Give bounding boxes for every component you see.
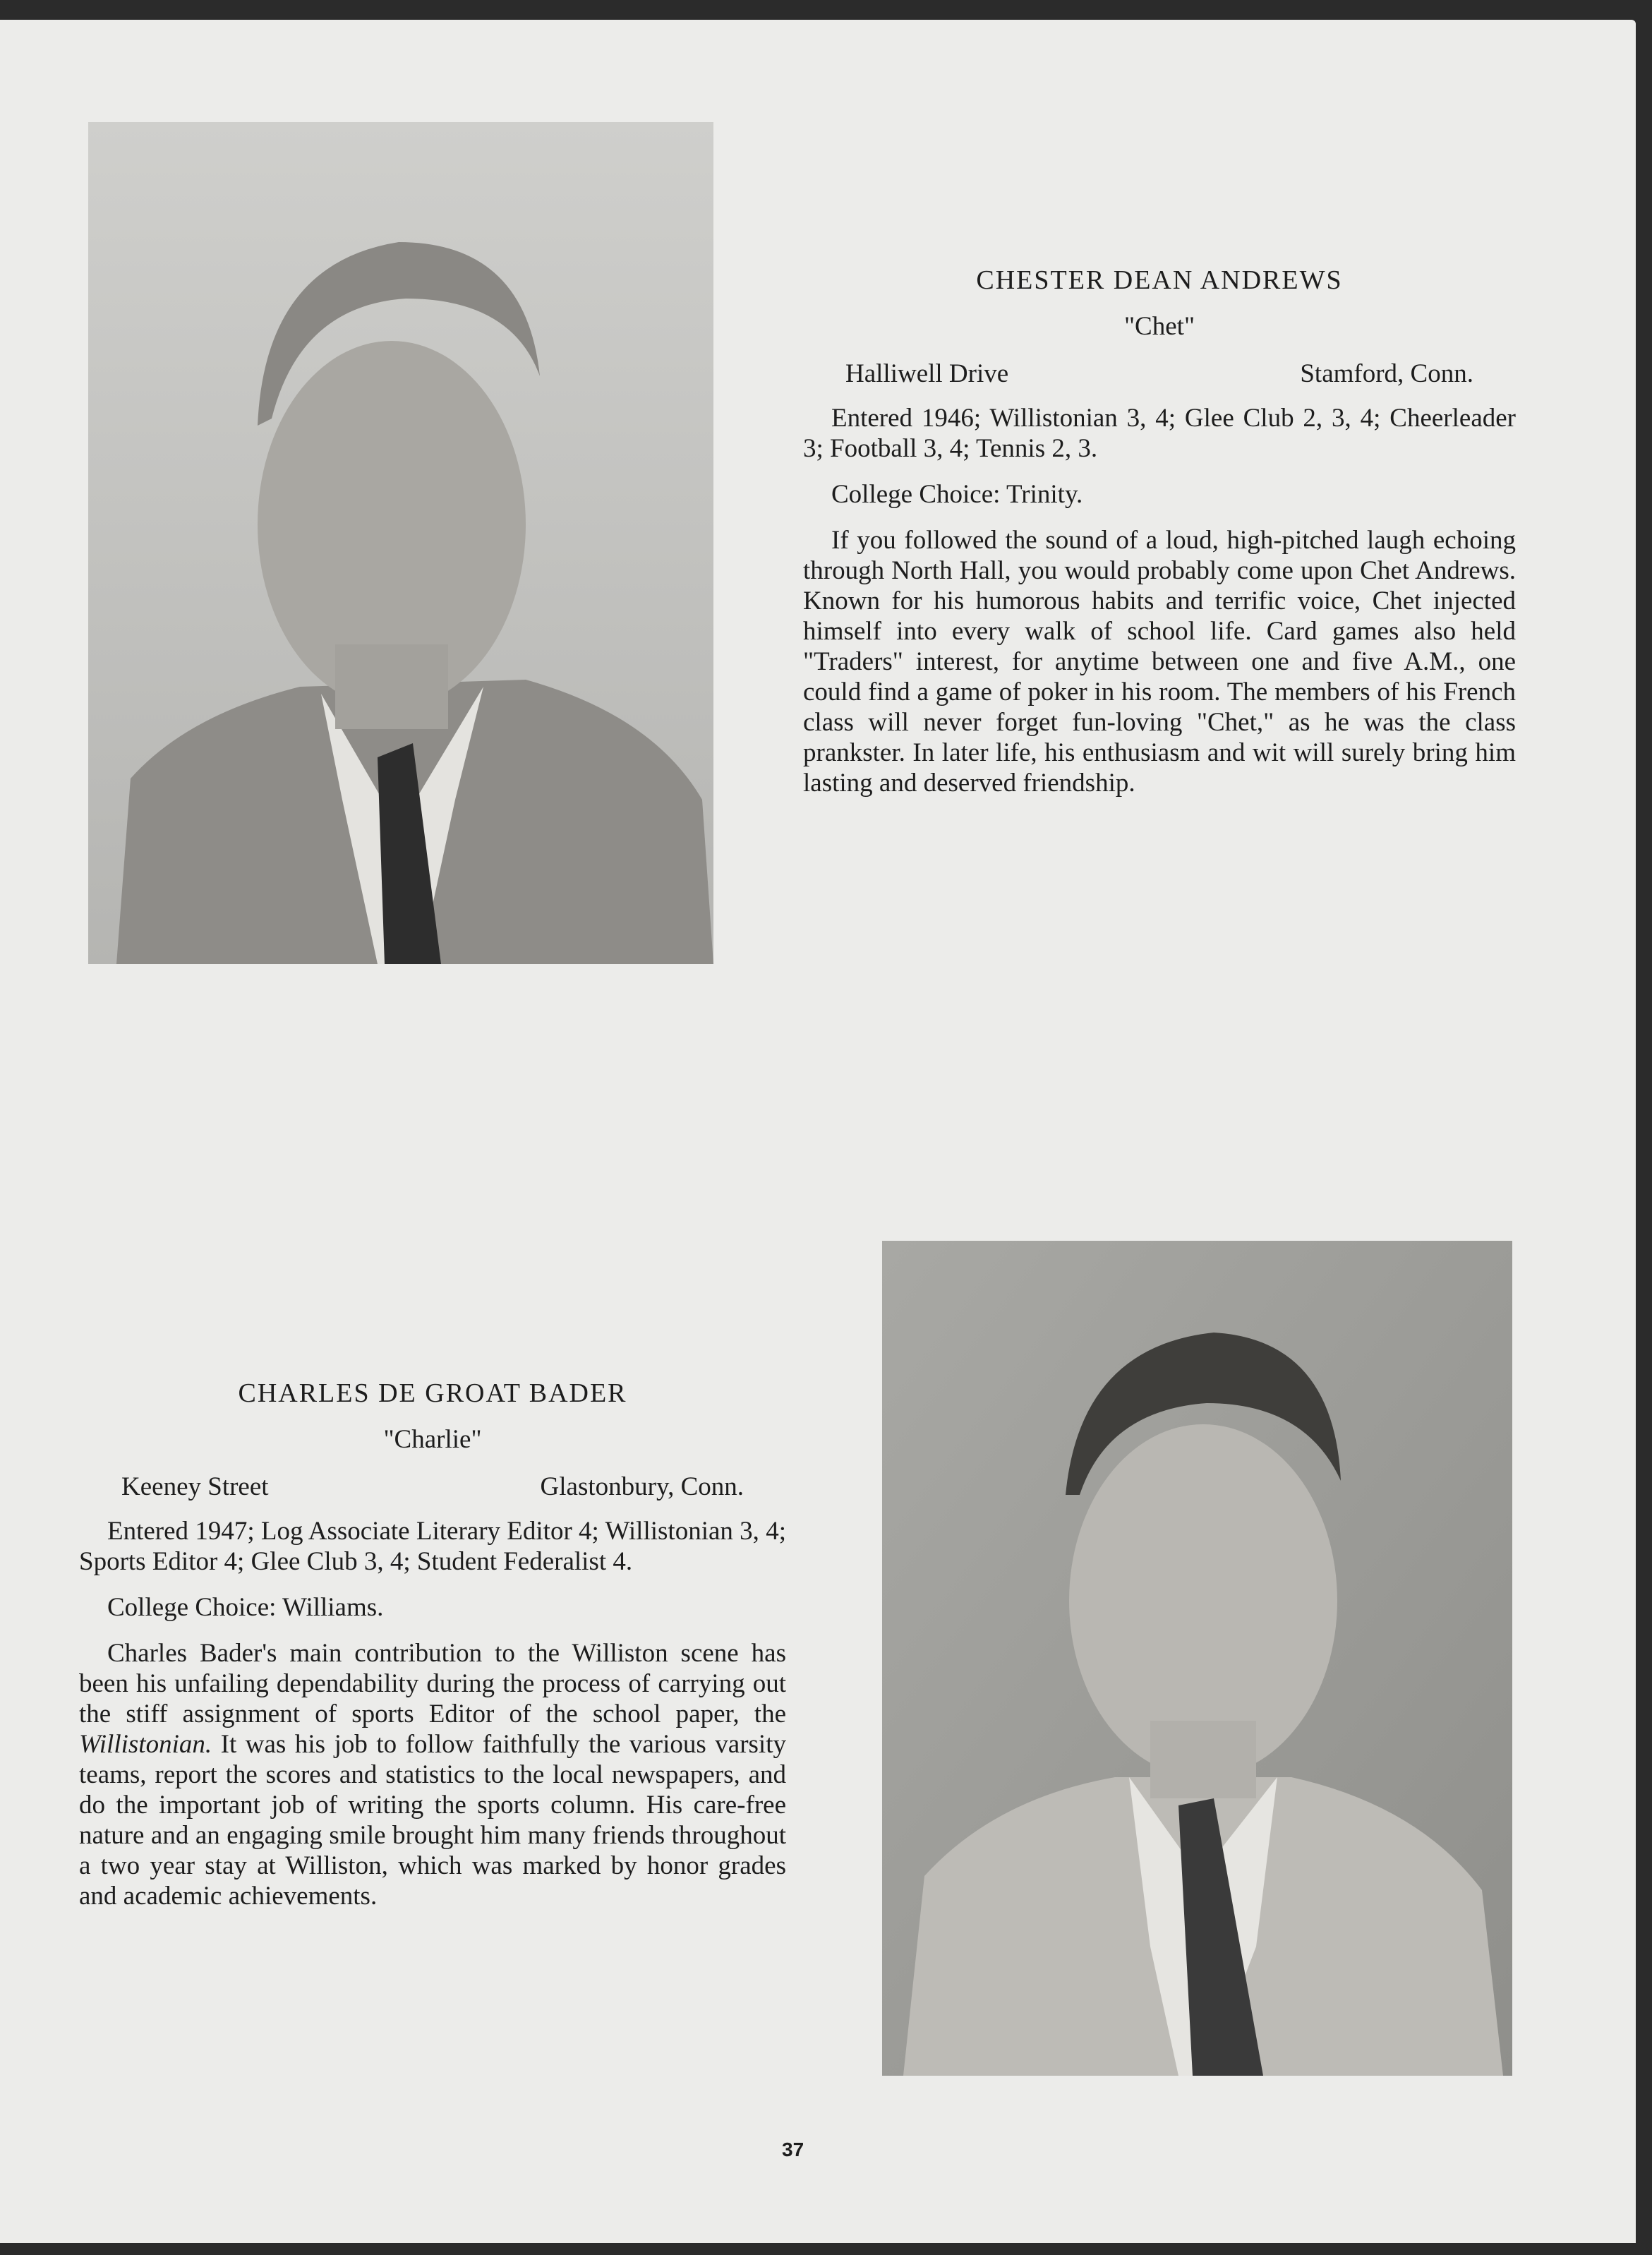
biography-text-start: Charles Bader's main contribution to the Williston scene has been his unfailing dependability during the process of carrying out the stiff assignment of sports Editor of the school paper, the [79, 1639, 786, 1728]
student-name: CHARLES DE GROAT BADER [238, 1378, 627, 1408]
page-number: 37 [782, 2139, 804, 2160]
student-address [803, 359, 1516, 389]
student-nickname: "Charlie" [383, 1425, 482, 1454]
address-city: Stamford, Conn. [1300, 359, 1473, 388]
newspaper-title: Willistonian. [79, 1730, 212, 1759]
address-city: Glastonbury, Conn. [540, 1472, 744, 1501]
student-biography: If you followed the sound of a loud, high-pitched laugh echoing through North Hall, you would probably come upon Chet Andrews. Known for his humorous habits and terrific voice, Chet injected himself into every walk of school life. Card games also held "Traders" interest, for anytime between one and five A.M., one could find a game of poker in his room. The members of his French class will never forget fun-loving "Chet," as he was the class prankster. In later life, his enthusiasm and wit will surely bring him lasting and deserved friendship. [803, 526, 1516, 798]
portrait-figure [88, 122, 713, 964]
portrait-figure [882, 1241, 1512, 2076]
college-choice: College Choice: Trinity. [831, 480, 1083, 509]
portrait-photo-andrews [88, 122, 713, 964]
portrait-photo-bader [882, 1241, 1512, 2076]
address-street: Halliwell Drive [845, 359, 1009, 388]
student-activities: Entered 1946; Willistonian 3, 4; Glee Club 2, 3, 4; Cheerleader 3; Football 3, 4; Tennis 2, 3. [803, 404, 1516, 463]
student-address [79, 1472, 786, 1502]
biography-text-end: It was his job to follow faithfully the various varsity teams, report the scores and statistics to the local newspapers, and do the important job of writing the sports column. His care-free nature and an engaging smile brought him many friends throughout a two year stay at Williston, which was marked by honor grades and academic achievements. [79, 1730, 786, 1911]
student-nickname: "Chet" [1123, 312, 1195, 341]
student-activities: Entered 1947; Log Associate Literary Editor 4; Willistonian 3, 4; Sports Editor 4; Glee Club 3, 4; Student Federalist 4. [79, 1517, 786, 1576]
student-name: CHESTER DEAN ANDREWS [976, 265, 1343, 295]
student-biography [79, 1638, 786, 1911]
address-street: Keeney Street [121, 1472, 269, 1501]
college-choice: College Choice: Williams. [107, 1593, 384, 1622]
bio-andrews [803, 265, 1516, 798]
yearbook-page [0, 20, 1636, 2243]
bio-bader [79, 1378, 786, 1911]
